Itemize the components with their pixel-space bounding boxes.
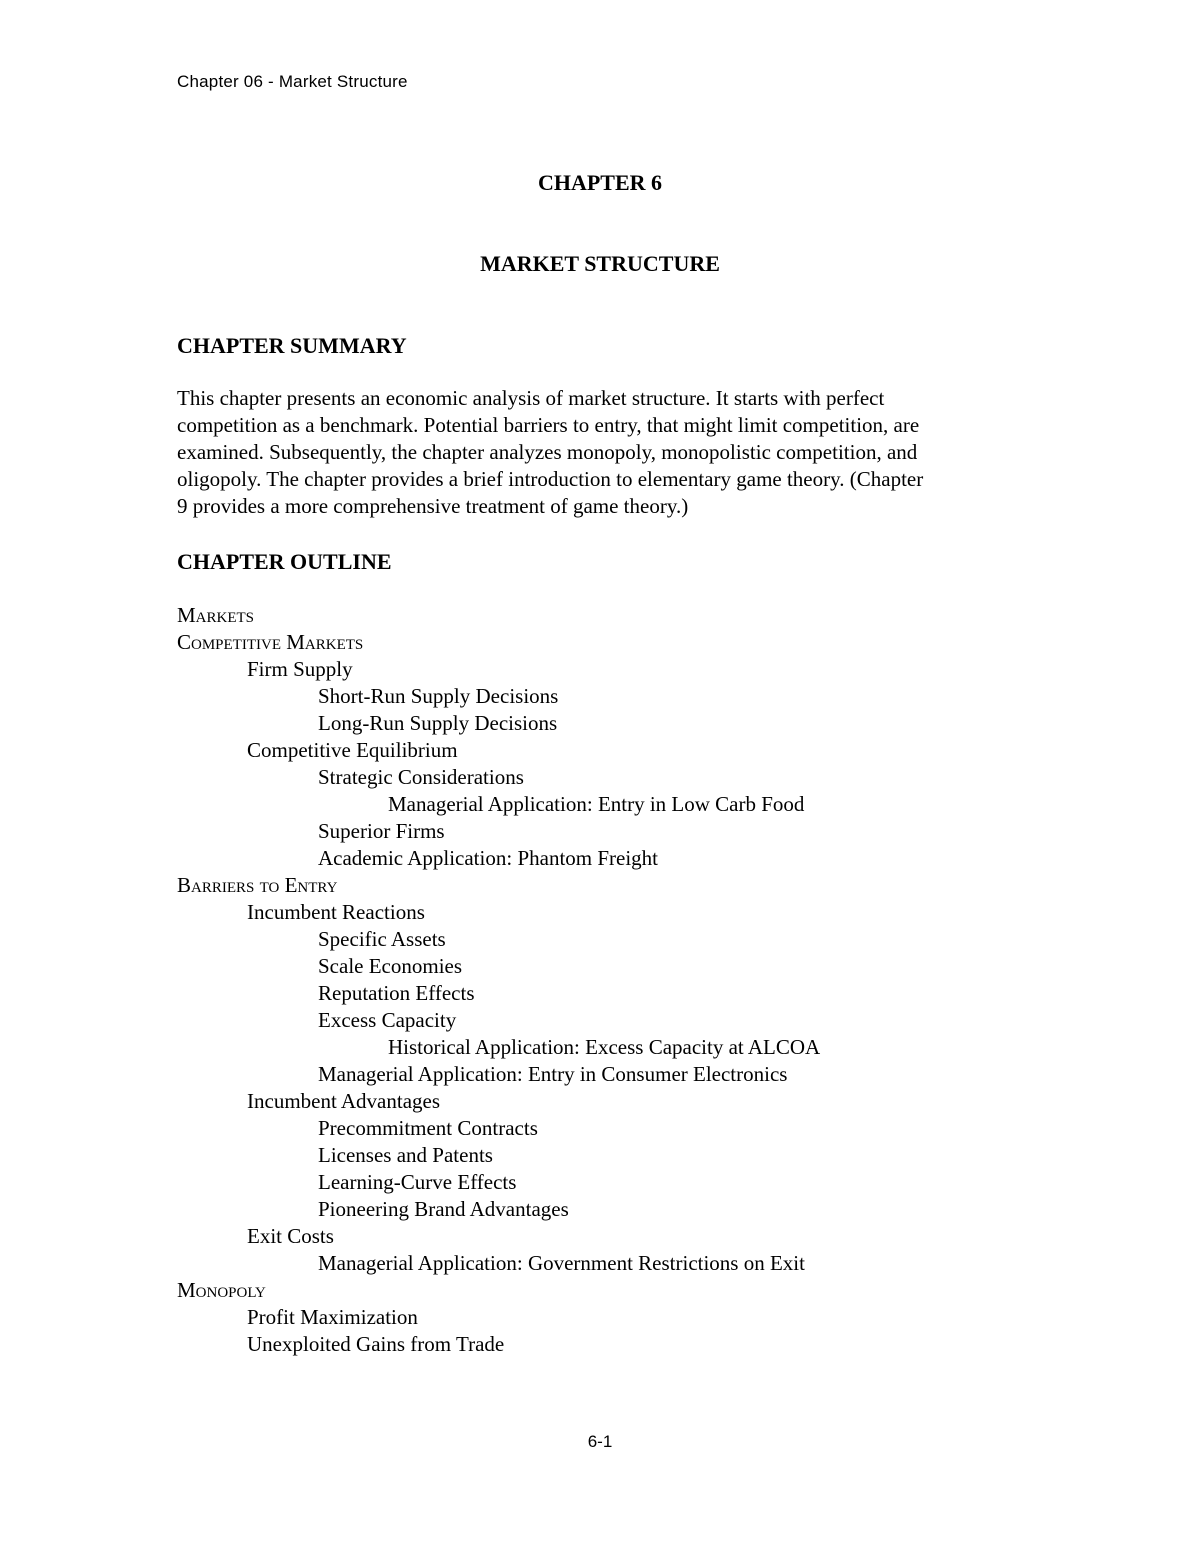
outline-section: Monopoly	[177, 1278, 266, 1302]
outline-item: Academic Application: Phantom Freight	[318, 846, 659, 870]
outline-item: Learning-Curve Effects	[318, 1170, 517, 1194]
outline-item: Managerial Application: Government Restrictions on Exit	[318, 1251, 805, 1275]
outline-list	[177, 602, 820, 1358]
outline-item: Scale Economies	[318, 954, 463, 978]
summary-line: 9 provides a more comprehensive treatment of game theory.)	[177, 494, 689, 518]
outline-section: Markets	[177, 603, 255, 627]
summary-line: competition as a benchmark. Potential barriers to entry, that might limit competition, are	[177, 413, 920, 437]
page-number: 6-1	[587, 1432, 613, 1451]
outline-heading: CHAPTER OUTLINE	[177, 549, 392, 574]
summary-line: oligopoly. The chapter provides a brief introduction to elementary game theory. (Chapter	[177, 467, 924, 491]
outline-item: Precommitment Contracts	[318, 1116, 538, 1140]
outline-section: Competitive Markets	[177, 630, 364, 654]
outline-item: Reputation Effects	[318, 981, 475, 1005]
outline-item: Strategic Considerations	[318, 765, 524, 789]
outline-item: Managerial Application: Entry in Low Carb Food	[388, 792, 805, 816]
outline-item: Exit Costs	[247, 1224, 334, 1248]
outline-item: Managerial Application: Entry in Consumer Electronics	[318, 1062, 788, 1086]
outline-item: Superior Firms	[318, 819, 445, 843]
outline-section: Barriers to Entry	[177, 873, 338, 897]
outline-item: Pioneering Brand Advantages	[318, 1197, 569, 1221]
summary-paragraph	[177, 385, 1027, 520]
outline-item: Profit Maximization	[247, 1305, 418, 1329]
outline-item: Incumbent Reactions	[247, 900, 425, 924]
summary-heading: CHAPTER SUMMARY	[177, 333, 407, 358]
chapter-title: MARKET STRUCTURE	[480, 251, 720, 276]
outline-item: Long-Run Supply Decisions	[318, 711, 558, 735]
outline-item: Excess Capacity	[318, 1008, 457, 1032]
outline-item: Short-Run Supply Decisions	[318, 684, 559, 708]
outline-item: Unexploited Gains from Trade	[247, 1332, 505, 1356]
outline-item: Licenses and Patents	[318, 1143, 493, 1167]
running-header: Chapter 06 - Market Structure	[177, 72, 408, 91]
outline-item: Historical Application: Excess Capacity at ALCOA	[388, 1035, 821, 1059]
chapter-number: CHAPTER 6	[537, 170, 663, 195]
summary-line: examined. Subsequently, the chapter analyzes monopoly, monopolistic competition, and	[177, 440, 918, 464]
outline-item: Firm Supply	[247, 657, 353, 681]
outline-item: Incumbent Advantages	[247, 1089, 441, 1113]
summary-line: This chapter presents an economic analysis of market structure. It starts with perfect	[177, 386, 885, 410]
outline-item: Competitive Equilibrium	[247, 738, 458, 762]
outline-item: Specific Assets	[318, 927, 446, 951]
